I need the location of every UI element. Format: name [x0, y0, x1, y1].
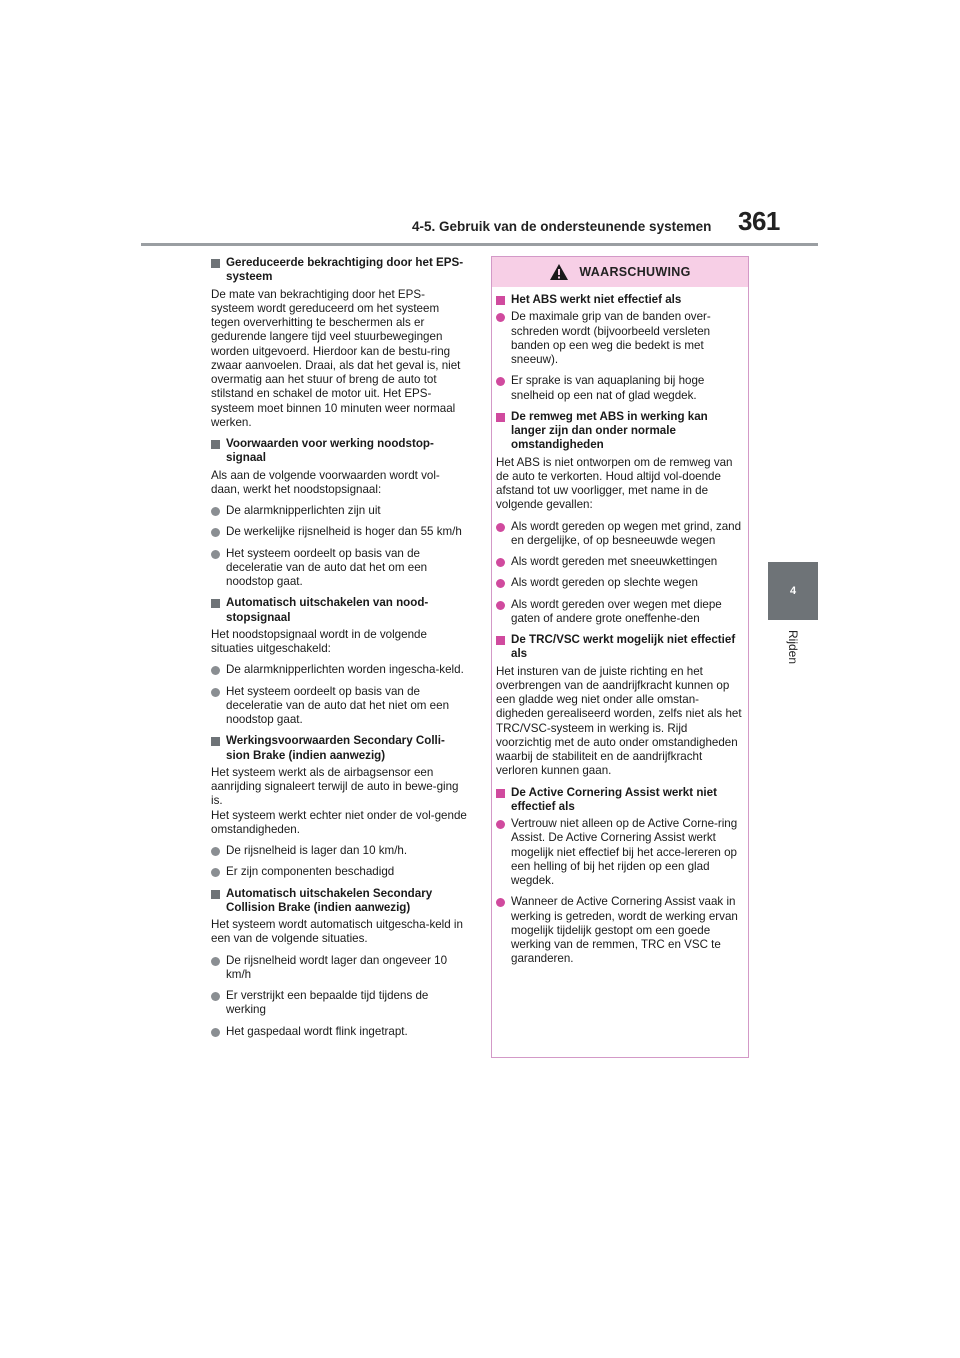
list-item: De rijsnelheid wordt lager dan ongeveer 10 km/h: [211, 954, 467, 983]
section-heading: De TRC/VSC werkt mogelijk niet effectief als: [496, 633, 742, 662]
list-item: Er verstrijkt een bepaalde tijd tijdens de werking: [211, 989, 467, 1018]
list-item: Als wordt gereden op wegen met grind, zand en dergelijke, of op besneeuwde wegen: [496, 520, 742, 549]
square-bullet-icon: [496, 789, 505, 798]
circle-bullet-icon: [211, 957, 220, 966]
circle-bullet-icon: [496, 523, 505, 532]
warning-triangle-icon: [549, 263, 569, 281]
list-item: De alarmknipperlichten zijn uit: [211, 504, 467, 518]
square-bullet-icon: [211, 890, 220, 899]
square-bullet-icon: [496, 413, 505, 422]
list-item: De werkelijke rijsnelheid is hoger dan 55 km/h: [211, 525, 467, 539]
section-heading: Voorwaarden voor werking noodstop-signaal: [211, 437, 467, 466]
chapter-label: Rijden: [786, 630, 800, 665]
circle-bullet-icon: [496, 558, 505, 567]
chapter-tab: [768, 562, 818, 620]
circle-bullet-icon: [496, 898, 505, 907]
chapter-number: 4: [789, 585, 797, 597]
section-heading: De Active Cornering Assist werkt niet effectief als: [496, 786, 742, 815]
list-item: Het systeem oordeelt op basis van de deceleratie van de auto dat het niet om een noodstop gaat.: [211, 685, 467, 728]
square-bullet-icon: [496, 636, 505, 645]
list-item: De alarmknipperlichten worden ingescha-keld.: [211, 663, 467, 677]
circle-bullet-icon: [211, 507, 220, 516]
list-item: Wanneer de Active Cornering Assist vaak in werking is getreden, wordt de werking ervan mogelijk tijdelijk gestopt om een goede werking van de remmen, TRC en VSC te garanderen.: [496, 895, 742, 966]
circle-bullet-icon: [496, 313, 505, 322]
circle-bullet-icon: [211, 688, 220, 697]
list-item: Vertrouw niet alleen op de Active Corne-ring Assist. De Active Cornering Assist werkt mogelijk niet effectief bij het acce-lereren op een helling of bij het rijden op een glad wegdek.: [496, 817, 742, 888]
page-number: 361: [738, 206, 780, 236]
section-heading: Werkingsvoorwaarden Secondary Colli-sion Brake (indien aanwezig): [211, 734, 467, 763]
list-item: De maximale grip van de banden over-schreden wordt (bijvoorbeeld versleten banden op een weg die bedekt is met sneeuw).: [496, 310, 742, 367]
section-heading: Automatisch uitschakelen Secondary Collision Brake (indien aanwezig): [211, 887, 467, 916]
section-heading: Het ABS werkt niet effectief als: [496, 293, 742, 307]
paragraph: Het systeem werkt echter niet onder de vol-gende omstandigheden.: [211, 808, 467, 836]
left-column: [211, 256, 467, 1046]
paragraph: Het noodstopsignaal wordt in de volgende situaties uitgeschakeld:: [211, 627, 427, 655]
section-title: 4-5. Gebruik van de ondersteunende systemen: [412, 219, 712, 234]
section-heading: Automatisch uitschakelen van nood-stopsignaal: [211, 596, 467, 625]
list-item: Het systeem oordeelt op basis van de deceleratie van de auto dat het om een noodstop gaat.: [211, 547, 467, 590]
circle-bullet-icon: [496, 377, 505, 386]
circle-bullet-icon: [211, 847, 220, 856]
square-bullet-icon: [211, 259, 220, 268]
square-bullet-icon: [211, 599, 220, 608]
list-item: Het gaspedaal wordt flink ingetrapt.: [211, 1025, 467, 1039]
circle-bullet-icon: [211, 992, 220, 1001]
paragraph: Het insturen van de juiste richting en het overbrengen van de aandrijfkracht kunnen op een gladde weg niet onder alle omstan-digheden gerealiseerd worden, zelfs niet als het TRC/VSC-systeem in werking is. Rijd voorzichtig met de auto onder omstandigheden waarbij de stabiliteit en de aandrijfkracht verloren kunnen gaan.: [496, 664, 742, 778]
list-item: Er sprake is van aquaplaning bij hoge snelheid op een nat of glad wegdek.: [496, 374, 742, 403]
warning-body: [492, 287, 748, 967]
circle-bullet-icon: [496, 579, 505, 588]
circle-bullet-icon: [211, 550, 220, 559]
warning-title: WAARSCHUWING: [579, 265, 691, 279]
square-bullet-icon: [496, 296, 505, 305]
list-item: Als wordt gereden over wegen met diepe gaten of andere grote oneffenhe-den: [496, 598, 742, 627]
section-heading: De remweg met ABS in werking kan langer zijn dan onder normale omstandigheden: [496, 410, 742, 453]
paragraph: Het systeem wordt automatisch uitgescha-keld in een van de volgende situaties.: [211, 918, 463, 946]
list-item: De rijsnelheid is lager dan 10 km/h.: [211, 844, 467, 858]
square-bullet-icon: [211, 440, 220, 449]
list-item: Als wordt gereden met sneeuwkettingen: [496, 555, 742, 569]
warning-header: [492, 257, 748, 287]
square-bullet-icon: [211, 737, 220, 746]
paragraph: Als aan de volgende voorwaarden wordt vol-daan, werkt het noodstopsignaal:: [211, 468, 440, 496]
warning-box: [491, 256, 749, 1058]
circle-bullet-icon: [211, 528, 220, 537]
list-item: Als wordt gereden op slechte wegen: [496, 576, 742, 590]
header-divider: [141, 243, 818, 246]
paragraph: Het systeem werkt als de airbagsensor een aanrijding signaleert terwijl de auto in bewe-ging is.: [211, 765, 459, 808]
circle-bullet-icon: [211, 868, 220, 877]
circle-bullet-icon: [211, 1028, 220, 1037]
paragraph: De mate van bekrachtiging door het EPS-systeem wordt gereduceerd om het systeem tegen oververhitting te beschermen als er gedurende langere tijd veel stuurbewegingen worden uitgevoerd. Hierdoor kan de bestu-ring zwaar aanvoelen. Draai, als dat het geval is, niet overmatig aan het stuur of breng de auto tot stilstand en schakel de motor uit. Het EPS-systeem moet binnen 10 minuten weer normaal werken.: [211, 287, 461, 429]
circle-bullet-icon: [496, 601, 505, 610]
section-heading: Gereduceerde bekrachtiging door het EPS-systeem: [211, 256, 467, 285]
circle-bullet-icon: [211, 666, 220, 675]
circle-bullet-icon: [496, 820, 505, 829]
list-item: Er zijn componenten beschadigd: [211, 865, 467, 879]
paragraph: Het ABS is niet ontworpen om de remweg van de auto te verkorten. Houd altijd vol-doende afstand tot uw voorligger, met name in de volgende gevallen:: [496, 455, 733, 512]
